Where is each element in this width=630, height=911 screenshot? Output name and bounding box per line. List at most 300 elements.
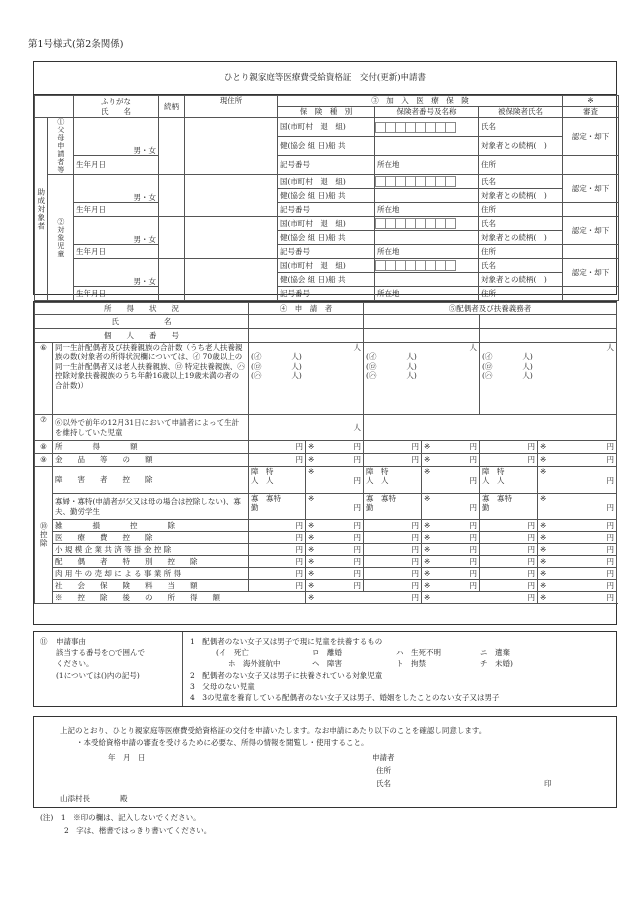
yen-unit: 円	[606, 503, 614, 513]
mark: ※	[424, 544, 431, 554]
sub-ro: (㋺ 人)	[366, 361, 417, 371]
applicant-col-label: ④ 申 請 者	[249, 303, 364, 315]
insurer-name-field[interactable]	[375, 137, 479, 156]
relation-field[interactable]	[159, 118, 185, 175]
widow-type[interactable]	[364, 494, 422, 520]
address-field[interactable]	[185, 118, 278, 175]
reason-1f[interactable]: ヘ 障害	[312, 659, 342, 668]
amount-check	[422, 544, 480, 556]
d3-label: 雑 損 控 除	[53, 520, 249, 532]
kigo-field[interactable]: 記号番号	[278, 156, 375, 175]
yen-unit: 円	[606, 442, 614, 452]
mark: ※	[424, 520, 431, 530]
spouse-dependents-1[interactable]	[364, 343, 480, 415]
amount-check	[422, 441, 480, 454]
yen-unit: 円	[606, 544, 614, 554]
address-field[interactable]	[185, 175, 278, 217]
amount-field[interactable]	[480, 568, 538, 580]
yen-unit: 円	[353, 568, 361, 578]
review-blank	[563, 156, 619, 175]
amount-field[interactable]	[480, 544, 538, 556]
birth-date-field[interactable]: 生年月日	[74, 287, 159, 301]
recipient-table	[34, 95, 619, 301]
amount-field[interactable]	[364, 532, 422, 544]
insured-address[interactable]: 住所	[479, 245, 563, 259]
widow-amount[interactable]	[306, 494, 364, 520]
ins-kokuho[interactable]: 国(市町村 退 組)	[278, 118, 375, 137]
mark: ※	[540, 580, 547, 590]
amount-check	[538, 568, 617, 580]
birth-date-field[interactable]: 生年月日	[74, 203, 159, 217]
insurer-location[interactable]: 所在地	[375, 156, 479, 175]
reason-1[interactable]: 1 配偶者のない女子又は男子で現に児童を扶養するもの	[190, 637, 383, 646]
yen-unit: 円	[469, 503, 477, 513]
reason-1h[interactable]: チ 未婚)	[480, 659, 513, 668]
d2-b: 勤	[482, 503, 490, 513]
ins-kenpo[interactable]: 健(協会 組 日)船 共	[278, 273, 375, 287]
d2-a: 寡 寡特	[366, 494, 396, 503]
amount-check	[306, 520, 364, 532]
amount-field[interactable]	[249, 580, 306, 592]
person-unit: 人	[353, 343, 361, 352]
d1-label: 障 害 者 控 除	[53, 467, 249, 494]
mark: ※	[424, 532, 431, 542]
yen-unit: 円	[411, 520, 419, 530]
ins-kokuho[interactable]: 国(市町村 退 組)	[278, 175, 375, 189]
yen-unit: 円	[353, 580, 361, 590]
yen-unit: 円	[606, 476, 614, 486]
amount-check	[306, 454, 364, 467]
spouse-name-field-1[interactable]	[364, 315, 480, 329]
income-name-label: 氏 名	[35, 315, 249, 329]
address-field[interactable]	[185, 259, 278, 301]
ins-no-label: 保険者番号及名称	[375, 107, 479, 118]
amount-check	[422, 568, 480, 580]
amount-field[interactable]	[480, 556, 538, 568]
sub-i: (㋑ 人)	[366, 352, 417, 362]
yen-unit: 円	[411, 455, 419, 465]
mark: ※	[540, 556, 547, 566]
row9-num: ⑨	[35, 454, 53, 467]
mark: ※	[540, 520, 547, 530]
mark: ※	[424, 442, 431, 452]
row6-num: ⑥	[35, 343, 53, 415]
reason-2[interactable]: 2 配偶者のない女子又は男子に扶養されている対象児童	[190, 671, 383, 680]
amount-field[interactable]	[249, 544, 306, 556]
d2-b: 勤	[251, 503, 259, 513]
reason-left-1: 申請事由	[56, 637, 86, 646]
yen-unit: 円	[353, 455, 361, 465]
row8-label: 所 得 額	[53, 441, 249, 454]
mark: ※	[308, 592, 315, 602]
amount-field[interactable]	[364, 568, 422, 580]
reason-1a[interactable]: (イ 死亡	[216, 648, 249, 657]
amount-check	[306, 580, 364, 592]
mark: ※	[308, 455, 315, 465]
yen-unit: 円	[411, 442, 419, 452]
yen-unit: 円	[411, 580, 419, 590]
seal: 印	[544, 779, 552, 788]
spouse-mynumber-field-2[interactable]	[480, 329, 617, 343]
form-id: 第1号様式(第2条関係)	[28, 39, 124, 50]
mark: ※	[308, 556, 315, 566]
insurer-name-field[interactable]	[375, 189, 479, 203]
yen-unit: 円	[606, 556, 614, 566]
review-blank	[563, 245, 619, 259]
yen-unit: 円	[527, 442, 535, 452]
address-field[interactable]	[185, 217, 278, 259]
reason-4[interactable]: 4 3の児童を養育している配偶者のない女子又は男子、婚姻をしたことのない女子又は男子	[190, 693, 500, 702]
amount-check	[538, 441, 617, 454]
insurer-name-field[interactable]	[375, 231, 479, 245]
insurer-digit-box[interactable]	[445, 218, 456, 229]
mark: ※	[308, 532, 315, 542]
mark: ※	[424, 568, 431, 578]
insured-name-field[interactable]: 氏名	[479, 259, 563, 273]
widow-amount[interactable]	[422, 494, 480, 520]
amount-check	[538, 580, 617, 592]
amount-field[interactable]	[249, 556, 306, 568]
mark: ※	[308, 520, 315, 530]
amount-field[interactable]	[364, 556, 422, 568]
amount-check	[306, 544, 364, 556]
date-field[interactable]: 年 月 日	[108, 753, 146, 762]
yen-unit: 円	[469, 556, 477, 566]
income-status-label: 所 得 状 況	[35, 303, 249, 315]
ins-kenpo[interactable]: 健(協会 組 日)船 共	[278, 231, 375, 245]
insured-address[interactable]: 住所	[479, 287, 563, 301]
disability-count[interactable]	[249, 467, 306, 494]
sub-ha: (㋩ 人)	[251, 371, 302, 381]
amount-check	[538, 532, 617, 544]
decision-field[interactable]: 認定・却下	[563, 175, 619, 203]
insurer-digit-box[interactable]	[445, 176, 456, 187]
amount-field[interactable]	[480, 520, 538, 532]
reason-1b[interactable]: ロ 離婚	[312, 648, 342, 657]
person-name-field[interactable]: 男・女	[74, 217, 159, 245]
relation-field[interactable]	[159, 217, 185, 259]
amount-check	[306, 441, 364, 454]
relation-to-target[interactable]: 対象者との続柄( )	[479, 273, 563, 287]
disability-amount[interactable]	[422, 467, 480, 494]
amount-field[interactable]	[249, 441, 306, 454]
yen-unit: 円	[527, 532, 535, 542]
yen-unit: 円	[295, 556, 303, 566]
yen-unit: 円	[469, 442, 477, 452]
birth-date-field[interactable]: 生年月日	[74, 156, 159, 175]
d1-toku: 障 特	[482, 467, 505, 476]
d2-a: 寡 寡特	[251, 494, 281, 503]
decision-field[interactable]: 認定・却下	[563, 118, 619, 156]
amount-field[interactable]	[480, 441, 538, 454]
spouse-name-field-2[interactable]	[480, 315, 617, 329]
yen-unit: 円	[295, 520, 303, 530]
relation-to-target[interactable]: 対象者との続柄( )	[479, 231, 563, 245]
after-amount	[306, 592, 422, 604]
amount-field[interactable]	[364, 441, 422, 454]
ins-kenpo[interactable]: 健(協会 組 日)船 共	[278, 189, 375, 203]
d7-label: 肉 用 牛 の 売 却 に よ る 事 業 所 得	[53, 568, 249, 580]
yen-unit: 円	[353, 556, 361, 566]
relation-label: 続柄	[159, 96, 185, 118]
mark: ※	[540, 455, 547, 465]
mark: ※	[540, 442, 547, 452]
widow-type[interactable]	[480, 494, 538, 520]
insurer-number[interactable]	[375, 118, 479, 137]
amount-check	[422, 580, 480, 592]
kigo-field[interactable]: 記号番号	[278, 203, 375, 217]
yen-unit: 円	[527, 556, 535, 566]
d1-nin: 人 人	[251, 476, 274, 486]
insured-address[interactable]: 住所	[479, 156, 563, 175]
amount-check	[306, 568, 364, 580]
insured-name-field[interactable]: 氏名	[479, 217, 563, 231]
widow-amount[interactable]	[538, 494, 617, 520]
relation-field[interactable]	[159, 259, 185, 301]
person-name-field[interactable]: 男・女	[74, 175, 159, 203]
yen-unit: 円	[606, 580, 614, 590]
insured-address[interactable]: 住所	[479, 203, 563, 217]
spouse-mynumber-field-1[interactable]	[364, 329, 480, 343]
applicant-mynumber-field[interactable]	[249, 329, 364, 343]
person-unit: 人	[469, 343, 477, 352]
applicant-address[interactable]: 住所	[376, 766, 391, 775]
mark: ※	[308, 467, 315, 476]
income-section	[33, 301, 617, 625]
yen-unit: 円	[295, 455, 303, 465]
yen-unit: 円	[469, 568, 477, 578]
person-name-field[interactable]: 男・女	[74, 259, 159, 287]
row8-num: ⑧	[35, 441, 53, 454]
reason-section	[33, 631, 617, 707]
insured-name-field[interactable]: 氏名	[479, 118, 563, 137]
decision-field[interactable]: 認定・却下	[563, 259, 619, 287]
person-unit: 人	[606, 343, 614, 352]
sub-ha: (㋩ 人)	[366, 371, 417, 381]
amount-field[interactable]	[480, 580, 538, 592]
mark: ※	[424, 455, 431, 465]
review-mark: ※	[563, 96, 619, 107]
yen-unit: 円	[469, 544, 477, 554]
d1-nin: 人 人	[366, 476, 389, 486]
mark: ※	[424, 467, 431, 476]
disability-amount[interactable]	[306, 467, 364, 494]
furigana-label: ふりがな	[101, 97, 131, 107]
amount-check	[538, 520, 617, 532]
insurer-number[interactable]	[375, 259, 479, 273]
amount-field[interactable]	[364, 544, 422, 556]
reason-divider	[182, 632, 183, 706]
decision-field[interactable]: 認定・却下	[563, 217, 619, 245]
mayor-address: 山添村長 殿	[60, 794, 128, 803]
applicant-name[interactable]: 氏名	[376, 779, 391, 788]
yen-unit: 円	[295, 580, 303, 590]
ins-kokuho[interactable]: 国(市町村 退 組)	[278, 259, 375, 273]
yen-unit: 円	[411, 556, 419, 566]
amount-field[interactable]	[364, 454, 422, 467]
after-amount	[538, 592, 617, 604]
reason-left-2: 該当する番号を○で囲んで	[56, 648, 146, 657]
insurer-location[interactable]: 所在地	[375, 245, 479, 259]
d2-a: 寡 寡特	[482, 494, 512, 503]
insurer-location[interactable]: 所在地	[375, 287, 479, 301]
amount-field[interactable]	[480, 454, 538, 467]
insurer-location[interactable]: 所在地	[375, 203, 479, 217]
name-label: 氏 名	[101, 106, 131, 116]
insurer-digit-box[interactable]	[445, 122, 456, 133]
insurer-digit-box[interactable]	[445, 260, 456, 271]
recipient-section	[33, 61, 617, 298]
amount-check	[422, 556, 480, 568]
amount-field[interactable]	[480, 532, 538, 544]
form-title: ひとり親家庭等医療費受給資格証 交付(更新)申請書	[34, 62, 616, 95]
review-label: 審査	[563, 107, 619, 118]
yen-unit: 円	[606, 520, 614, 530]
address-label: 現住所	[185, 96, 278, 118]
yen-unit: 円	[469, 580, 477, 590]
mark: ※	[308, 544, 315, 554]
yen-unit: 円	[527, 544, 535, 554]
row7-blank	[364, 415, 617, 441]
yen-unit: 円	[295, 532, 303, 542]
reason-3[interactable]: 3 父母のない児童	[190, 682, 255, 691]
insurer-name-field[interactable]	[375, 273, 479, 287]
amount-check	[306, 556, 364, 568]
mark: ※	[308, 494, 315, 503]
yen-unit: 円	[469, 476, 477, 486]
d2-label: 寡婦・寡特(申請者が父又は母の場合は控除しない)、寡夫、勤労学生	[53, 494, 249, 520]
note-1: (注) 1 ※印の欄は、記入しないでください。	[40, 813, 201, 822]
yen-unit: 円	[606, 532, 614, 542]
reason-left-4: (1については()内の記号)	[56, 671, 140, 680]
d5-label: 小 規 模 企 業 共 済 等 掛 金 控 除	[53, 544, 249, 556]
widow-type[interactable]	[249, 494, 306, 520]
declaration-line-2: ・本受給資格申請の審査を受けるために必要な、所得の情報を閲覧し・使用すること。	[76, 738, 369, 747]
insured-name-field[interactable]: 氏名	[479, 175, 563, 189]
yen-unit: 円	[353, 503, 361, 513]
after-amount	[422, 592, 538, 604]
amount-check	[538, 556, 617, 568]
yen-unit: 円	[527, 580, 535, 590]
ins-kokuho[interactable]: 国(市町村 退 組)	[278, 217, 375, 231]
amount-field[interactable]	[249, 532, 306, 544]
yen-unit: 円	[527, 455, 535, 465]
mark: ※	[424, 494, 431, 503]
applicant-dependents[interactable]	[249, 343, 364, 415]
child-role-label: ②対象児童	[48, 175, 74, 301]
amount-check	[422, 532, 480, 544]
d1-nin: 人 人	[482, 476, 505, 486]
mark: ※	[424, 592, 431, 602]
amount-field[interactable]	[249, 568, 306, 580]
amount-field[interactable]	[249, 520, 306, 532]
subsidy-label: 助成対象者	[35, 118, 48, 301]
d4-label: 医 療 費 控 除	[53, 532, 249, 544]
review-blank	[563, 287, 619, 301]
after-label: ※ 控 除 後 の 所 得 額	[53, 592, 306, 604]
sub-i: (㋑ 人)	[251, 352, 302, 362]
reason-1c[interactable]: ハ 生死不明	[396, 648, 441, 657]
mynumber-label: 個 人 番 号	[35, 329, 249, 343]
yen-unit: 円	[469, 455, 477, 465]
ins-kenpo[interactable]: 健(協会 組 日)船 共	[278, 137, 375, 156]
disability-amount[interactable]	[538, 467, 617, 494]
deduction-label: ⑩控除	[35, 467, 53, 604]
applicant-label: 申請者	[372, 753, 395, 762]
birth-date-field[interactable]: 生年月日	[74, 245, 159, 259]
amount-check	[538, 454, 617, 467]
declaration-section	[33, 716, 617, 808]
mark: ※	[540, 532, 547, 542]
relation-field[interactable]	[159, 175, 185, 217]
note-2: 2 字は、楷書ではっきり書いてください。	[64, 826, 212, 835]
yen-unit: 円	[353, 476, 361, 486]
declaration-line-1: 上記のとおり、ひとり親家庭等医療費受給資格証の交付を申請いたします。なお申請にあたり以下のことを確認し同意します。	[60, 726, 487, 735]
sub-ro: (㋺ 人)	[251, 361, 302, 371]
d8-label: 社 会 保 険 料 当 額	[53, 580, 249, 592]
spouse-dependents-2[interactable]	[480, 343, 617, 415]
yen-unit: 円	[527, 568, 535, 578]
amount-field[interactable]	[249, 454, 306, 467]
yen-unit: 円	[606, 455, 614, 465]
row7-text: ⑥以外で前年の12月31日において申請者によって生計を維持していた児童	[53, 415, 249, 441]
mark: ※	[540, 467, 547, 476]
mark: ※	[540, 544, 547, 554]
person-name-field[interactable]: 男・女	[74, 118, 159, 156]
reason-left-3: ください。	[56, 659, 94, 668]
applicant-role-label: ①父母申請者等	[48, 118, 74, 175]
amount-field[interactable]	[364, 520, 422, 532]
mark: ※	[308, 568, 315, 578]
amount-check	[538, 544, 617, 556]
reason-1d[interactable]: ニ 遺棄	[480, 648, 510, 657]
income-table	[34, 302, 617, 604]
d2-b: 勤	[366, 503, 374, 513]
yen-unit: 円	[606, 592, 614, 602]
yen-unit: 円	[469, 532, 477, 542]
yen-unit: 円	[411, 568, 419, 578]
kigo-field[interactable]: 記号番号	[278, 287, 375, 301]
reason-1e[interactable]: ホ 海外渡航中	[228, 659, 281, 668]
spouse-col-label: ⑤配偶者及び扶養義務者	[364, 303, 617, 315]
yen-unit: 円	[353, 544, 361, 554]
amount-check	[422, 454, 480, 467]
row6-text: 同一生計配偶者及び扶養親族の合計数（うち老人扶養親族の数(対象者の所得状況欄については、㋑ 70歳以上の同一生計配偶者又は老人扶養親族、㋺ 特定扶養親族、㋩ 控除対象扶養親族のうち年齢16歳以上19歳未満の者の合計数)）	[53, 343, 249, 415]
reason-1g[interactable]: ト 拘禁	[396, 659, 426, 668]
yen-unit: 円	[295, 442, 303, 452]
ins-type-label: 保 険 種 別	[278, 107, 375, 118]
relation-to-target[interactable]: 対象者との続柄( )	[479, 189, 563, 203]
relation-to-target[interactable]: 対象者との続柄( )	[479, 137, 563, 156]
yen-unit: 円	[411, 544, 419, 554]
amount-field[interactable]	[364, 580, 422, 592]
d1-toku: 障 特	[366, 467, 389, 476]
insurer-number[interactable]	[375, 175, 479, 189]
notes	[40, 811, 211, 837]
disability-count[interactable]	[364, 467, 422, 494]
yen-unit: 円	[606, 568, 614, 578]
kigo-field[interactable]: 記号番号	[278, 245, 375, 259]
reason-num: ⑪	[40, 637, 48, 646]
insurer-number[interactable]	[375, 217, 479, 231]
applicant-name-field[interactable]	[249, 315, 364, 329]
row7-applicant[interactable]: 人	[249, 415, 364, 441]
mark: ※	[308, 442, 315, 452]
yen-unit: 円	[353, 442, 361, 452]
yen-unit: 円	[527, 592, 535, 602]
disability-count[interactable]	[480, 467, 538, 494]
d6-label: 配 偶 者 特 別 控 除	[53, 556, 249, 568]
